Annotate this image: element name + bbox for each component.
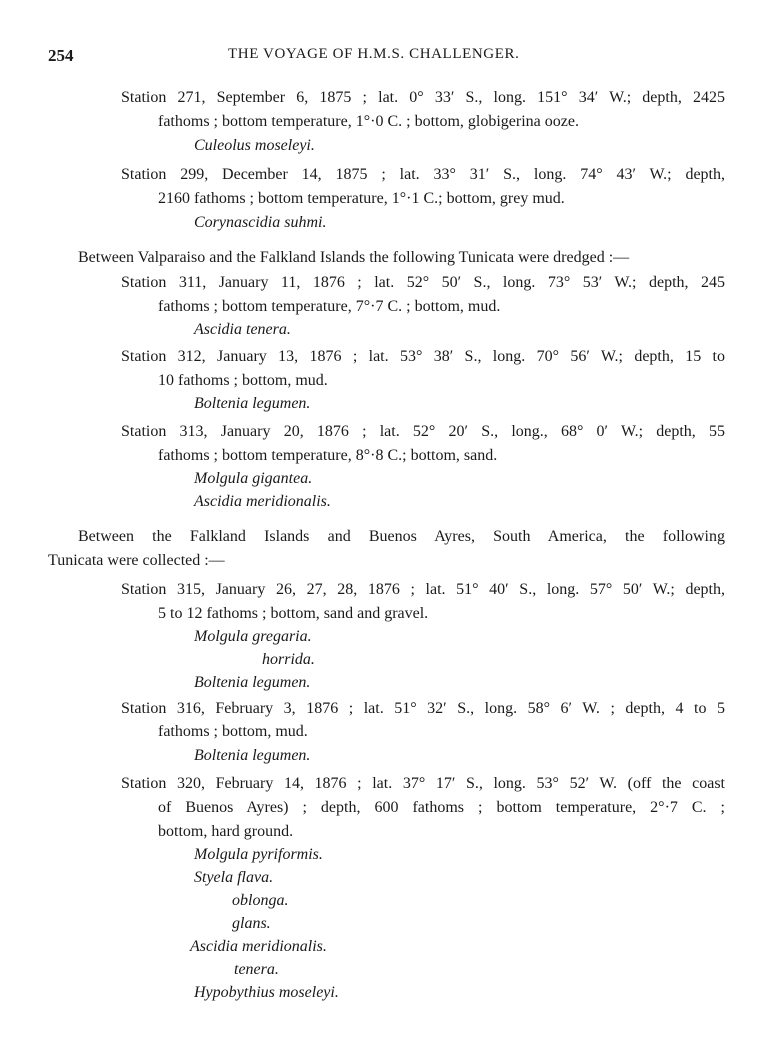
paragraph-valparaiso-intro: Between Valparaiso and the Falkland Islands the following Tunicata were dredged :— [78,249,630,266]
station-311-line-2: fathoms ; bottom temperature, 7°·7 C. ; bottom, mud. [158,298,501,315]
station-320-line-3: bottom, hard ground. [158,823,294,840]
species-boltenia-legumen: Boltenia legumen. [194,395,311,412]
station-313-line-1: Station 313, January 20, 1876 ; lat. 52° 20′ S., long., 68° 0′ W.; depth, 55 [121,423,725,440]
species-molgula-gigantea: Molgula gigantea. [194,470,313,487]
station-320-line-2: of Buenos Ayres) ; depth, 600 fathoms ; bottom temperature, 2°·7 C. ; [158,799,725,816]
station-313-line-2: fathoms ; bottom temperature, 8°·8 C.; bottom, sand. [158,447,498,464]
species-ascidia-meridionalis: Ascidia meridionalis. [190,938,327,955]
species-hypobythius-moseleyi: Hypobythius moseleyi. [194,984,339,1001]
species-ascidia-tenera: tenera. [234,961,279,978]
station-316-line-2: fathoms ; bottom, mud. [158,723,308,740]
species-styela-oblonga: oblonga. [232,892,289,909]
running-title: THE VOYAGE OF H.M.S. CHALLENGER. [228,46,520,62]
station-315-line-1: Station 315, January 26, 27, 28, 1876 ; lat. 51° 40′ S., long. 57° 50′ W.; depth, [121,581,725,598]
paragraph-falkland-intro-line-1: Between the Falkland Islands and Buenos Ayres, South America, the following [78,528,725,545]
species-molgula-horrida: horrida. [262,651,315,668]
species-molgula-gregaria: Molgula gregaria. [194,628,312,645]
species-molgula-pyriformis: Molgula pyriformis. [194,846,323,863]
species-culeolus-moseleyi: Culeolus moseleyi. [194,137,315,154]
station-312-line-1: Station 312, January 13, 1876 ; lat. 53° 38′ S., long. 70° 56′ W.; depth, 15 to [121,348,725,365]
species-corynascidia-suhmi: Corynascidia suhmi. [194,214,327,231]
species-boltenia-legumen: Boltenia legumen. [194,747,311,764]
species-ascidia-tenera: Ascidia tenera. [194,321,291,338]
station-315-line-2: 5 to 12 fathoms ; bottom, sand and gravel. [158,605,429,622]
station-299-line-2: 2160 fathoms ; bottom temperature, 1°·1 C.; bottom, grey mud. [158,190,565,207]
station-299-line-1: Station 299, December 14, 1875 ; lat. 33° 31′ S., long. 74° 43′ W.; depth, [121,166,725,183]
page-number: 254 [48,46,74,65]
station-271-line-1: Station 271, September 6, 1875 ; lat. 0° 33′ S., long. 151° 34′ W.; depth, 2425 [121,89,725,106]
species-boltenia-legumen: Boltenia legumen. [194,674,311,691]
paragraph-falkland-intro-line-2: Tunicata were collected :— [48,552,225,569]
species-styela-glans: glans. [232,915,271,932]
station-320-line-1: Station 320, February 14, 1876 ; lat. 37° 17′ S., long. 53° 52′ W. (off the coast [121,775,725,792]
station-271-line-2: fathoms ; bottom temperature, 1°·0 C. ; bottom, globigerina ooze. [158,113,579,130]
species-ascidia-meridionalis: Ascidia meridionalis. [194,493,331,510]
station-311-line-1: Station 311, January 11, 1876 ; lat. 52° 50′ S., long. 73° 53′ W.; depth, 245 [121,274,725,291]
station-312-line-2: 10 fathoms ; bottom, mud. [158,372,328,389]
station-316-line-1: Station 316, February 3, 1876 ; lat. 51° 32′ S., long. 58° 6′ W. ; depth, 4 to 5 [121,700,725,717]
species-styela-flava: Styela flava. [194,869,274,886]
